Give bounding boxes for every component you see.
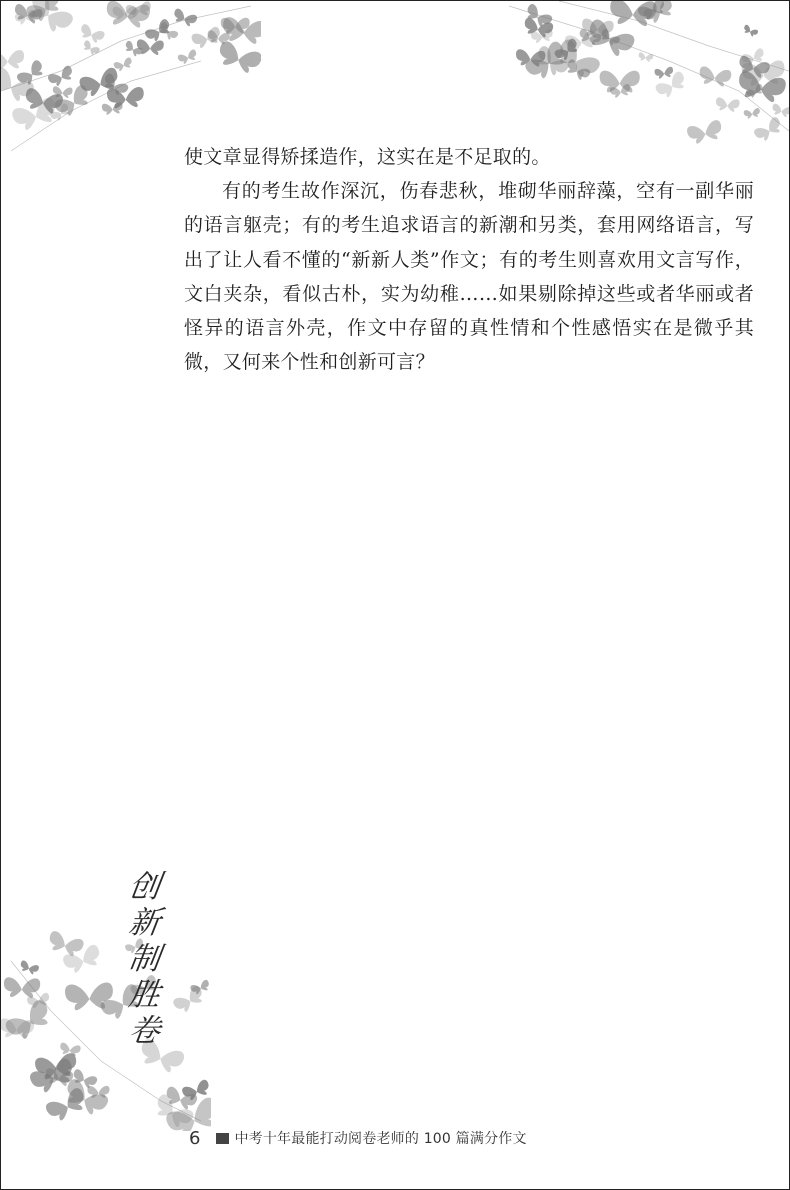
book-title: 中考十年最能打动阅卷老师的 100 篇满分作文 bbox=[234, 1131, 527, 1147]
butterfly-icon bbox=[743, 108, 761, 120]
butterfly-icon bbox=[1, 901, 211, 1131]
body-text bbox=[184, 140, 754, 379]
butterfly-icon bbox=[600, 71, 640, 93]
butterfly-icon bbox=[47, 65, 76, 89]
butterfly-decoration-bottom-left bbox=[1, 901, 211, 1131]
butterfly-icon bbox=[3, 977, 40, 998]
section-title-char: 卷 bbox=[125, 1013, 163, 1049]
butterfly-icon bbox=[190, 26, 222, 50]
butterfly-icon bbox=[753, 116, 785, 144]
butterfly-icon bbox=[1, 50, 25, 71]
butterfly-icon bbox=[654, 66, 674, 79]
paragraph-2: 有的考生故作深沉，伤春悲秋，堆砌华丽辞藻，空有一副华丽的语言躯壳；有的考生追求语言的新潮和另类，套用网络语言，写出了让人看不懂的“新新人类”作文；有的考生则喜欢用文言写作，文白夹杂，看似古朴，实为幼稚……如果剔除掉这些或者华丽或者怪异的语言外壳，作文中存留的真性情和个性感悟实在是微乎其微，又何来个性和创新可言？ bbox=[184, 180, 754, 374]
section-title-char: 胜 bbox=[125, 977, 163, 1013]
page-number: 6 bbox=[189, 1127, 201, 1149]
butterfly-icon bbox=[742, 24, 759, 38]
butterfly-icon bbox=[771, 103, 789, 118]
butterfly-icon bbox=[715, 97, 740, 113]
butterfly-icon bbox=[698, 66, 732, 88]
paragraph-1: 使文章显得矫揉造作，这实在是不足取的。 bbox=[184, 146, 551, 168]
butterfly-icon bbox=[81, 40, 100, 57]
butterfly-icon bbox=[215, 40, 261, 76]
section-title-char: 制 bbox=[125, 941, 163, 977]
square-bullet-icon bbox=[216, 1133, 229, 1144]
section-title-calligraphy bbox=[119, 869, 169, 1049]
butterfly-icon bbox=[172, 8, 198, 28]
butterfly-icon bbox=[78, 23, 105, 45]
butterfly-icon bbox=[19, 960, 40, 976]
butterfly-icon bbox=[638, 52, 654, 62]
page-footer bbox=[189, 1126, 527, 1150]
section-title-char: 新 bbox=[125, 905, 163, 941]
butterfly-icon bbox=[113, 57, 134, 73]
butterfly-icon bbox=[46, 930, 85, 959]
butterfly-icon bbox=[144, 18, 174, 45]
section-title-char: 创 bbox=[125, 869, 163, 905]
